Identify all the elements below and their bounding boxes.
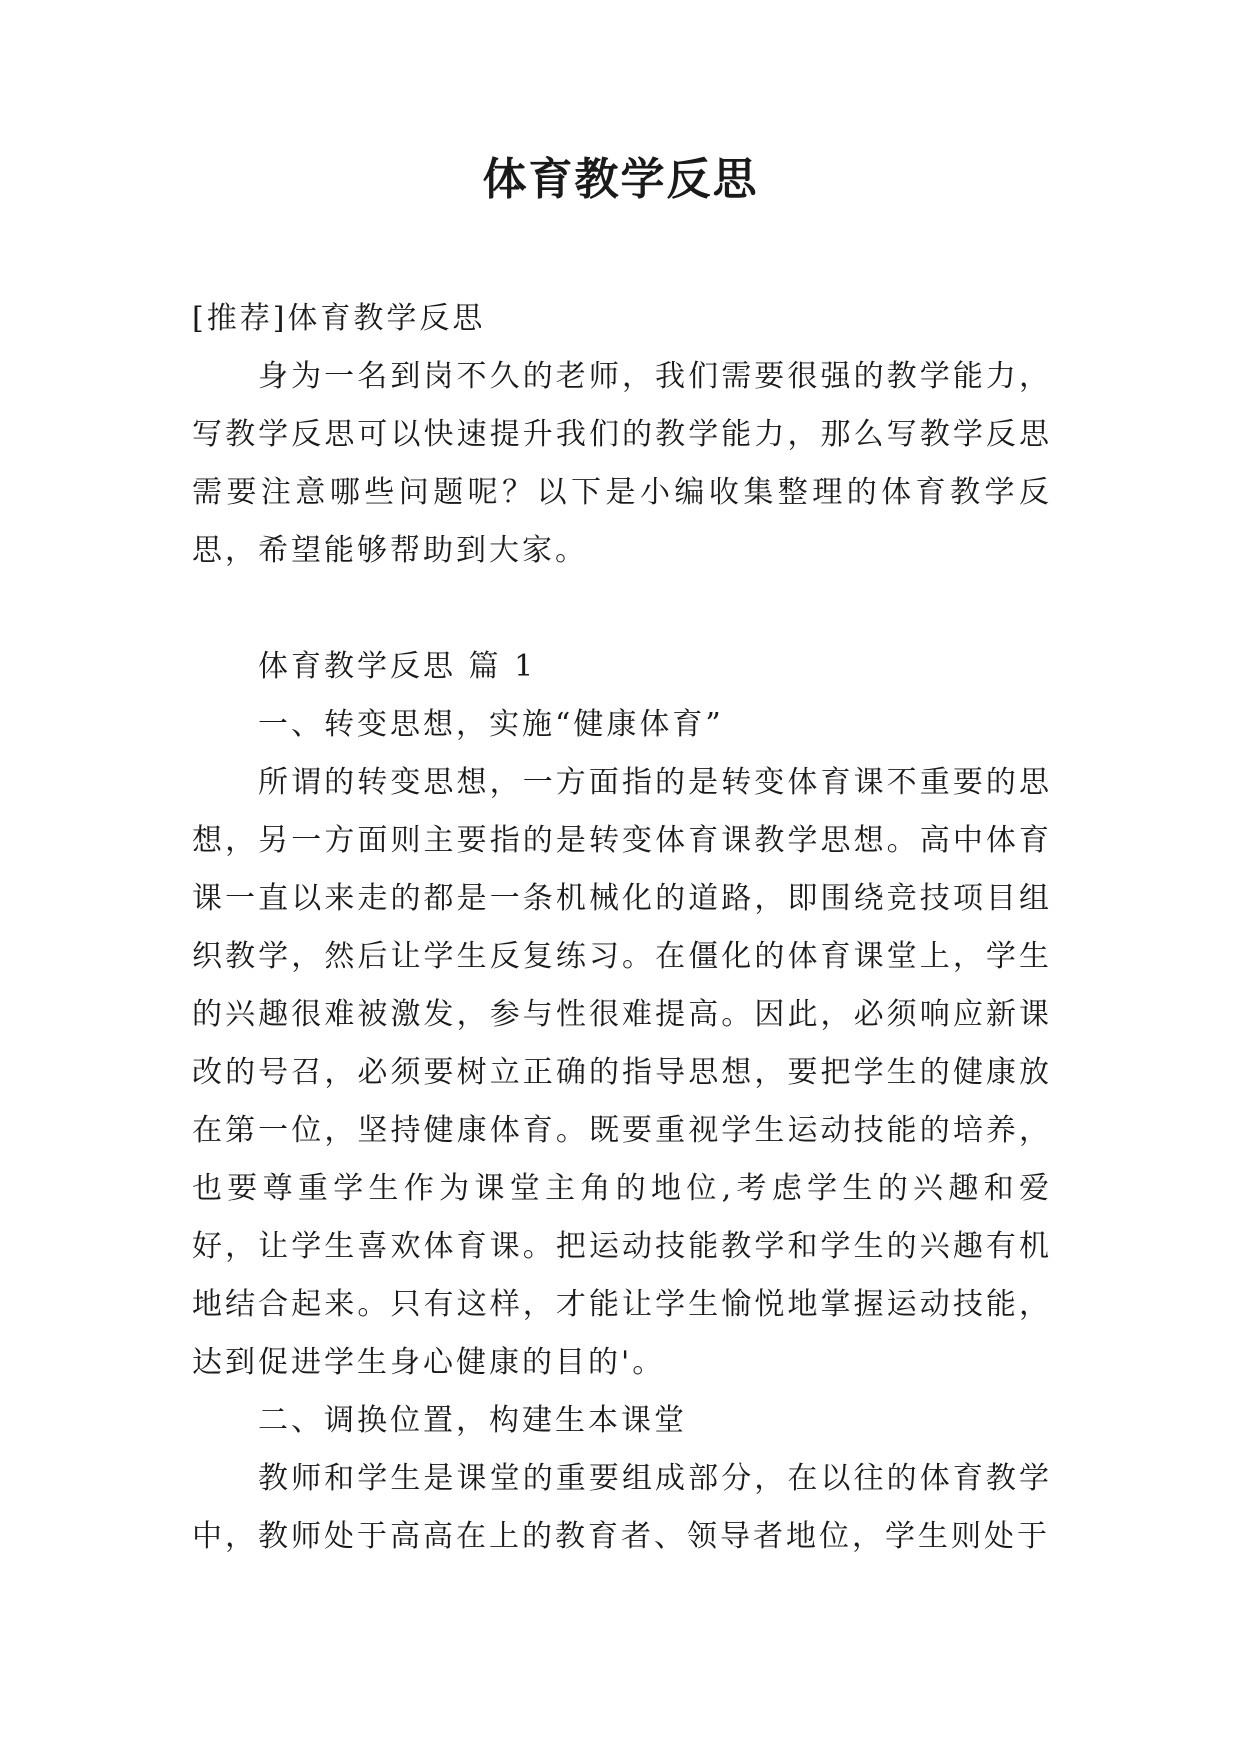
section-paragraph-2: 教师和学生是课堂的重要组成部分，在以往的体育教学中，教师处于高高在上的教育者、领导者地位，学生则处于 [192,1461,1052,1554]
paragraph-spacer [192,580,1052,638]
section-paragraph-1: 所谓的转变思想，一方面指的是转变体育课不重要的思想，另一方面则主要指的是转变体育课教学思想。高中体育课一直以来走的都是一条机械化的道路，即围绕竞技项目组织教学，然后让学生反复练习。在僵化的体育课堂上，学生的兴趣很难被激发，参与性很难提高。因此，必须响应新课改的号召，必须要树立正确的指导思想，要把学生的健康放在第一位，坚持健康体育。既要重视学生运动技能的培养，也要尊重学生作为课堂主角的地位,考虑学生的兴趣和爱好，让学生喜欢体育课。把运动技能教学和学生的兴趣有机地结合起来。只有这样，才能让学生愉悦地掌握运动技能，达到促进学生身心健康的目的'。 [192,765,1052,1380]
section-heading-1: 一、转变思想，实施“健康体育” [258,707,724,742]
document-title: 体育教学反思 [482,154,759,205]
article-heading: 体育教学反思 篇 1 [258,649,537,684]
document-body [192,290,1052,1566]
document-subtitle: [推荐]体育教学反思 [192,301,486,336]
section-heading-2: 二、调换位置，构建生本课堂 [258,1403,687,1438]
intro-paragraph: 身为一名到岗不久的老师，我们需要很强的教学能力，写教学反思可以快速提升我们的教学能力，那么写教学反思需要注意哪些问题呢？以下是小编收集整理的体育教学反思，希望能够帮助到大家。 [192,359,1052,568]
